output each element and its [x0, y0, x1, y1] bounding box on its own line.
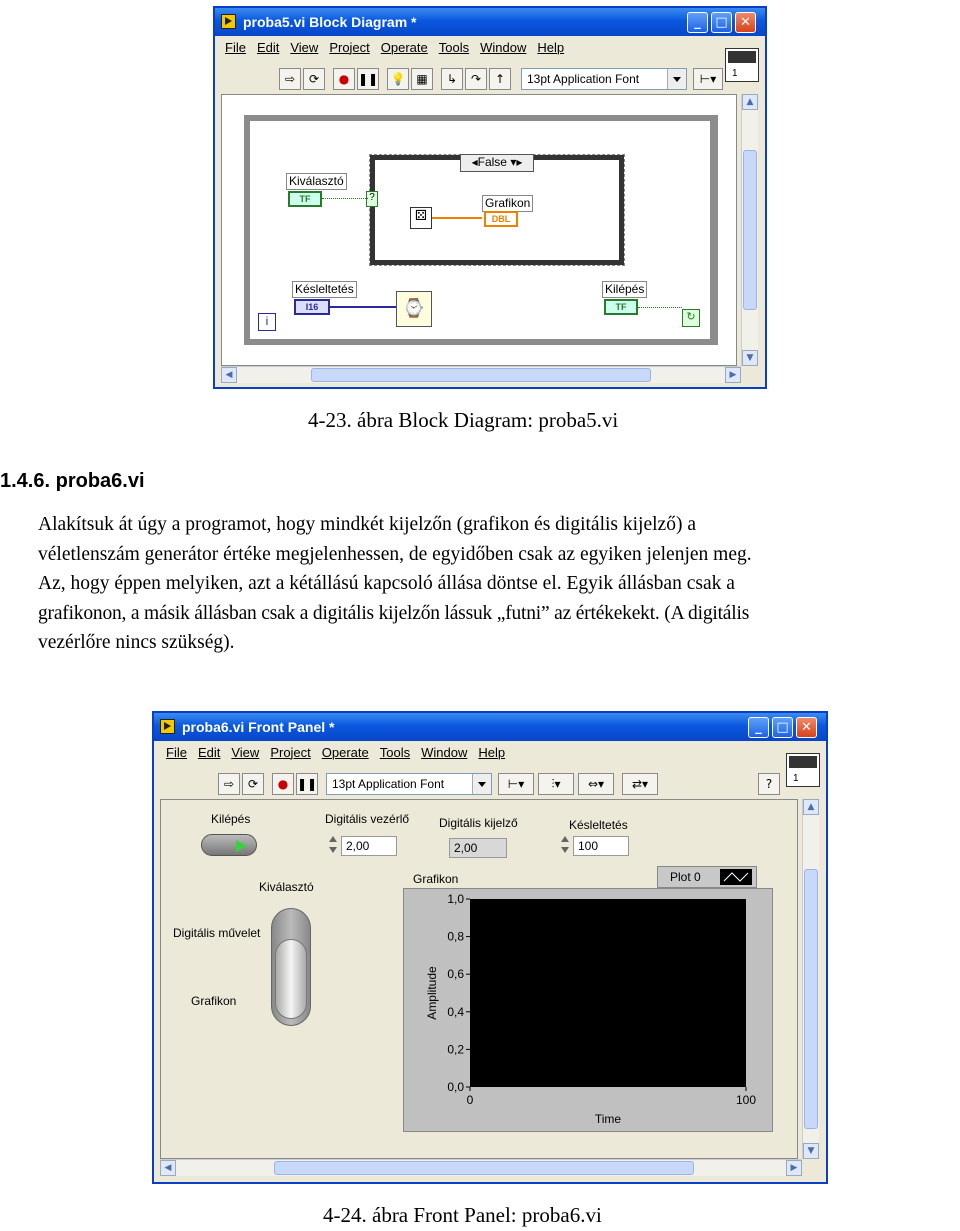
align-objects-icon[interactable]: ⊢▾	[693, 68, 723, 90]
step-into-icon[interactable]: ↳	[441, 68, 463, 90]
chevron-down-icon	[667, 69, 686, 89]
wire-kilepes	[638, 307, 682, 308]
chevron-down-icon	[472, 774, 491, 794]
kilepes-label: Kilépés	[211, 812, 251, 826]
section-heading: 1.4.6. proba6.vi	[0, 470, 145, 492]
kivalaszto-label: Kiválasztó	[259, 880, 314, 894]
step-out-icon[interactable]: ↑	[489, 68, 511, 90]
scroll-up-icon[interactable]: ▲	[742, 94, 758, 110]
menu-file[interactable]: File	[225, 40, 246, 55]
y-tick-label: 0,0	[447, 1080, 464, 1094]
digitalis-kijelzo-display: 2,00	[449, 838, 507, 858]
run-continuously-icon[interactable]: ⟳	[242, 773, 264, 795]
dice-icon[interactable]: ⚄	[410, 207, 432, 229]
case-selector-terminal[interactable]: ?	[366, 191, 378, 207]
menu-bar	[166, 745, 516, 765]
block-diagram-titlebar[interactable]	[215, 8, 765, 36]
scroll-right-icon[interactable]: ▶	[786, 1160, 802, 1176]
align-objects-icon[interactable]: ⊢▾	[498, 773, 534, 795]
body-paragraph	[38, 510, 960, 658]
legend-entry: Plot 0	[670, 870, 701, 884]
scroll-thumb[interactable]	[311, 368, 651, 382]
loop-condition-icon[interactable]: ↻	[682, 309, 700, 327]
grafikon-terminal[interactable]: DBL	[484, 211, 518, 227]
run-continuously-icon[interactable]: ⟳	[303, 68, 325, 90]
paragraph-line: vezérlőre nincs szükség).	[38, 632, 235, 653]
kesleltetes-label: Késleltetés	[569, 818, 628, 832]
block-diagram-canvas[interactable]	[221, 94, 737, 366]
scroll-down-icon[interactable]: ▼	[742, 350, 758, 366]
wire-kivalaszto	[322, 198, 368, 199]
vi-icon[interactable]	[786, 753, 820, 787]
vi-icon-number: 1	[732, 68, 738, 79]
x-tick-label: 100	[735, 1093, 757, 1107]
front-panel-titlebar[interactable]	[154, 713, 826, 741]
figure1-caption: 4-23. ábra Block Diagram: proba5.vi	[308, 408, 619, 432]
digitalis-kijelzo-label: Digitális kijelző	[439, 816, 518, 830]
horizontal-scrollbar[interactable]	[221, 366, 741, 383]
help-icon[interactable]: ?	[758, 773, 780, 795]
font-select-value: 13pt Application Font	[527, 72, 640, 86]
kivalaszto-toggle-switch[interactable]	[271, 908, 311, 1026]
menu-window[interactable]: Window	[480, 40, 527, 55]
menu-help[interactable]: Help	[537, 40, 565, 55]
menu-operate[interactable]: Operate	[380, 40, 428, 55]
menu-help[interactable]: Help	[478, 745, 506, 760]
highlight-execution-icon[interactable]: 💡	[387, 68, 409, 90]
menu-edit[interactable]: Edit	[256, 40, 280, 55]
y-tick-label: 0,6	[447, 967, 464, 982]
legend-box	[657, 866, 757, 888]
menu-tools[interactable]: Tools	[379, 745, 411, 760]
minimize-button[interactable]: _	[748, 717, 769, 738]
iteration-terminal: i	[258, 313, 276, 331]
vi-icon-number: 1	[793, 773, 799, 784]
scroll-thumb[interactable]	[804, 869, 818, 1129]
play-arrow-icon	[236, 840, 247, 852]
y-tick-label: 0,8	[447, 929, 464, 944]
kilepes-button[interactable]	[201, 834, 257, 856]
horizontal-scrollbar[interactable]	[160, 1159, 802, 1176]
close-button[interactable]: ✕	[735, 12, 756, 33]
menu-view[interactable]: View	[231, 745, 260, 760]
label-kivalaszto: Kiválasztó	[286, 173, 347, 190]
abort-icon[interactable]: ●	[333, 68, 355, 90]
scroll-left-icon[interactable]: ◀	[160, 1160, 176, 1176]
y-tick-label: 0,4	[447, 1004, 464, 1019]
menu-bar	[225, 40, 575, 60]
retain-wire-values-icon[interactable]: ▦	[411, 68, 433, 90]
label-kesleltetes: Késleltetés	[292, 281, 357, 298]
y-tick-label: 0,2	[447, 1042, 464, 1057]
grafikon-label: Grafikon	[413, 872, 459, 886]
kivalaszto-terminal[interactable]: TF	[288, 191, 322, 207]
scroll-right-icon[interactable]: ▶	[725, 367, 741, 383]
scroll-up-icon[interactable]: ▲	[803, 799, 819, 815]
kesleltetes-stepper[interactable]	[559, 834, 571, 858]
paragraph-line: véletlenszám generátor értéke megjelenhessen, de egyidőben csak az egyiken jelenjen meg.	[38, 543, 752, 565]
vi-icon[interactable]	[725, 48, 759, 82]
pause-icon[interactable]: ❚❚	[296, 773, 318, 795]
window-title: proba5.vi Block Diagram *	[243, 14, 417, 30]
font-select[interactable]	[326, 773, 492, 795]
front-panel-window	[152, 711, 828, 1184]
menu-window[interactable]: Window	[421, 745, 468, 760]
switch-bottom-label: Grafikon	[191, 994, 237, 1008]
paragraph-line: Alakítsuk át úgy a programot, hogy mindkét kijelzőn (grafikon és digitális kijelző) a	[38, 514, 696, 535]
front-panel-canvas[interactable]	[160, 799, 798, 1159]
menu-operate[interactable]: Operate	[321, 745, 369, 760]
menu-edit[interactable]: Edit	[197, 745, 221, 760]
label-kilepes: Kilépés	[602, 281, 647, 298]
abort-icon[interactable]: ●	[272, 773, 294, 795]
scroll-thumb[interactable]	[743, 150, 757, 310]
y-tick-label: 1,0	[447, 892, 464, 906]
figure2-caption: 4-24. ábra Front Panel: proba6.vi	[323, 1203, 602, 1227]
resize-objects-icon[interactable]: ⇔▾	[578, 773, 614, 795]
digitalis-vezerlo-stepper[interactable]	[327, 834, 339, 858]
scroll-thumb[interactable]	[274, 1161, 694, 1175]
font-select-value: 13pt Application Font	[332, 777, 445, 791]
vertical-scrollbar[interactable]	[802, 799, 819, 1159]
x-axis-label: Time	[594, 1112, 622, 1126]
legend-line-swatch	[720, 869, 752, 885]
maximize-button[interactable]: □	[711, 12, 732, 33]
menu-tools[interactable]: Tools	[438, 40, 470, 55]
scroll-left-icon[interactable]: ◀	[221, 367, 237, 383]
kesleltetes-input[interactable]: 100	[573, 836, 629, 856]
label-grafikon: Grafikon	[482, 195, 533, 212]
wait-ms-icon[interactable]: ⌚	[396, 291, 432, 327]
close-button[interactable]: ✕	[796, 717, 817, 738]
reorder-icon[interactable]: ⇄▾	[622, 773, 658, 795]
digitalis-vezerlo-label: Digitális vezérlő	[325, 812, 410, 826]
graph-frame	[403, 888, 773, 1132]
menu-project[interactable]: Project	[270, 745, 311, 760]
font-select[interactable]	[521, 68, 687, 90]
x-tick-label: 0	[466, 1093, 474, 1107]
wire-kesleltetes	[330, 306, 396, 308]
menu-project[interactable]: Project	[329, 40, 370, 55]
minimize-button[interactable]: _	[687, 12, 708, 33]
toolbar	[279, 68, 759, 90]
window-title: proba6.vi Front Panel *	[182, 719, 335, 735]
switch-top-label: Digitális művelet	[173, 926, 261, 940]
run-arrow-icon[interactable]: ⇨	[279, 68, 301, 90]
run-arrow-icon[interactable]: ⇨	[218, 773, 240, 795]
kilepes-terminal[interactable]: TF	[604, 299, 638, 315]
step-over-icon[interactable]: ↷	[465, 68, 487, 90]
switch-lever	[275, 939, 307, 1019]
graph-svg[interactable]	[404, 889, 774, 1133]
menu-view[interactable]: View	[290, 40, 319, 55]
labview-app-icon	[160, 719, 175, 734]
block-diagram-window	[213, 6, 767, 389]
pause-icon[interactable]: ❚❚	[357, 68, 379, 90]
plot-area	[470, 899, 746, 1087]
labview-app-icon	[221, 14, 236, 29]
case-selector-value: False	[477, 155, 507, 169]
wire-grafikon	[432, 217, 482, 219]
paragraph-line: Az, hogy éppen melyiken, azt a kétállású kapcsoló állása döntse el. Egyik állásban csak a	[38, 573, 735, 594]
toolbar	[218, 773, 778, 795]
case-selector[interactable]: ◂False ▾▸	[460, 154, 534, 172]
digitalis-vezerlo-input[interactable]: 2,00	[341, 836, 397, 856]
distribute-objects-icon[interactable]: ⫶▾	[538, 773, 574, 795]
menu-file[interactable]: File	[166, 745, 187, 760]
kesleltetes-terminal[interactable]: I16	[294, 299, 330, 315]
vertical-scrollbar[interactable]	[741, 94, 758, 366]
y-axis-label: Amplitude	[425, 966, 439, 1020]
maximize-button[interactable]: □	[772, 717, 793, 738]
scroll-down-icon[interactable]: ▼	[803, 1143, 819, 1159]
paragraph-line: grafikonon, a másik állásban csak a digitális kijelzőn lássuk „futni” az értékekekt. (A digitális	[38, 602, 750, 624]
